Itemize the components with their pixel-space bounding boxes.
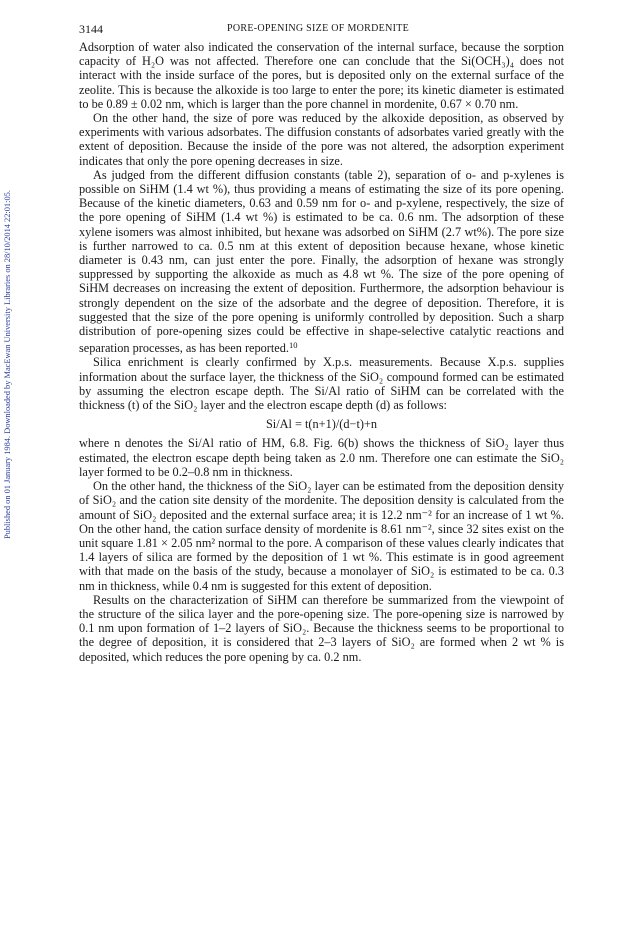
page-number: 3144 xyxy=(79,22,103,36)
paragraph-6: On the other hand, the thickness of the SiO₂ layer can be estimated from the deposition density of SiO₂ and the cation site density of the mordenite. The deposition density is calculated from the amount of SiO₂ deposited and the external surface area; it is 12.2 nm⁻² for an increase of 1 wt %. On the other hand, the cation surface density of mordenite is 8.61 nm⁻², since 32 sites exist on the unit square 1.81 × 2.05 nm² normal to the pore. A comparison of these values clearly indicates that 1.4 layers of silica are formed by the deposition of 1 wt %. This estimate is in good agreement with that made on the basis of the study, because a monolayer of SiO₂ is estimated to be ca. 0.3 nm in thickness, while 0.4 nm is suggested for this extent of deposition. xyxy=(79,479,564,593)
download-notice: Published on 01 January 1984. Downloaded by MacEwan University Libraries on 28/10/2014 22:01:05. xyxy=(3,190,12,540)
paragraph-3 xyxy=(79,168,564,356)
reference-10: 10 xyxy=(289,340,298,351)
running-head xyxy=(79,20,564,40)
page xyxy=(79,20,564,664)
paragraph-7: Results on the characterization of SiHM can therefore be summarized from the viewpoint of the structure of the silica layer and the pore-opening size. The pore-opening size is narrowed by 0.1 nm upon formation of 1–2 layers of SiO₂. Because the thickness seems to be proportional to the degree of deposition, it is considered that 2–3 layers of SiO₂ are formed when 2 wt % is deposited, which reduces the pore opening by ca. 0.2 nm. xyxy=(79,592,564,664)
paragraph-4: Silica enrichment is clearly confirmed by X.p.s. measurements. Because X.p.s. supplies information about the surface layer, the thickness of the SiO₂ compound formed can be estimated by assuming the electron escape depth. The Si/Al ratio of SiHM can be correlated with the thickness (t) of the SiO₂ layer and the electron escape depth (d) as follows: xyxy=(79,355,564,413)
running-title: PORE-OPENING SIZE OF MORDENITE xyxy=(227,23,410,34)
paragraph-5: where n denotes the Si/Al ratio of HM, 6.8. Fig. 6(b) shows the thickness of SiO₂ layer thus estimated, the electron escape depth being taken as 2.0 nm. Therefore one can estimate the SiO₂ layer formed to be 0.2–0.8 nm in thickness. xyxy=(79,436,564,479)
paragraph-3-text: As judged from the different diffusion constants (table 2), separation of o- and p-xylenes is possible on SiHM (1.4 wt %), thus providing a means of estimating the size of its pore opening. Because of the kinetic diameters, 0.63 and 0.59 nm for o- and p-xylene, respectively, the size of the pore opening of SiHM (1.4 wt %) is estimated to be ca. 0.6 nm. The adsorption of these xylene isomers was almost inhibited, but hexane was adsorbed on SiHM (2.7 wt%). The pore size is further narrowed to ca. 0.5 nm at this extent of deposition because hexane, whose kinetic diameter is 0.43 nm, can just enter the pore. Finally, the adsorption of hexane was strongly suppressed by supporting the alkoxide as much as 4.8 wt %. The size of the pore opening of SiHM decreases on increasing the extent of deposition. Furthermore, the adsorption behaviour is strongly dependent on the size of the adsorbate and the degree of deposition. Therefore, it is suggested that the size of the pore opening is uniformly controlled by deposition. Such a sharp distribution of pore-opening sizes could be effective in shape-selective catalytic reactions and separation processes, as has been reported. xyxy=(79,167,564,356)
paragraph-1: Adsorption of water also indicated the conservation of the internal surface, because the sorption capacity of H₂O was not affected. Therefore one can conclude that the Si(OCH₃)₄ does not interact with the inside surface of the pores, but is deposited only on the external surface of the zeolite. This is because the alkoxide is too large to enter the pore; its kinetic diameter is estimated to be 0.89 ± 0.02 nm, which is larger than the pore channel in mordenite, 0.67 × 0.70 nm. xyxy=(79,40,564,111)
paragraph-2: On the other hand, the size of pore was reduced by the alkoxide deposition, as observed by experiments with various adsorbates. The diffusion constants of adsorbates varied greatly with the extent of deposition. Because the inside of the pore was not altered, the adsorption experiment indicates that only the pore opening decreases in size. xyxy=(79,111,564,168)
article-body xyxy=(79,40,564,664)
si-al-equation: Si/Al = t(n+1)/(d−t)+n xyxy=(265,417,378,432)
